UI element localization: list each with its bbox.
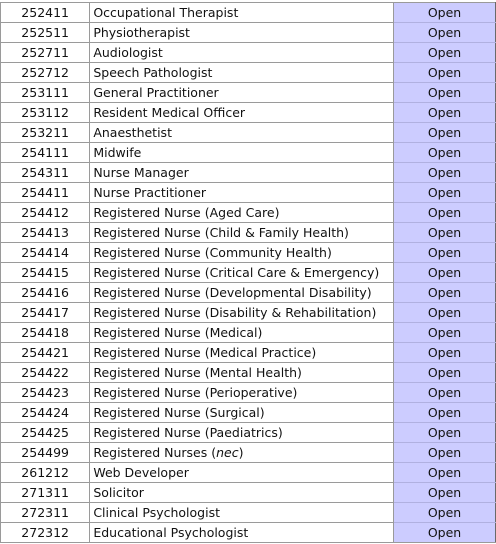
occupation-name-cell[interactable]: Speech Pathologist (90, 63, 394, 83)
table-row (1, 363, 496, 383)
table-row (1, 23, 496, 43)
status-cell[interactable]: Open (394, 463, 496, 483)
status-cell[interactable]: Open (394, 403, 496, 423)
status-cell[interactable]: Open (394, 483, 496, 503)
table-row (1, 303, 496, 323)
occupation-name-cell[interactable]: Registered Nurse (Developmental Disability) (90, 283, 394, 303)
occupation-name-cell[interactable]: Occupational Therapist (90, 3, 394, 23)
occupation-code-cell[interactable]: 271311 (1, 483, 90, 503)
occupation-code-cell[interactable]: 253111 (1, 83, 90, 103)
table-row (1, 483, 496, 503)
status-cell[interactable]: Open (394, 423, 496, 443)
status-cell[interactable]: Open (394, 143, 496, 163)
occupation-code-cell[interactable]: 272311 (1, 503, 90, 523)
occupation-name-cell[interactable]: Registered Nurse (Mental Health) (90, 363, 394, 383)
occupation-name-cell[interactable]: Educational Psychologist (90, 523, 394, 543)
occupation-code-cell[interactable]: 254416 (1, 283, 90, 303)
status-cell[interactable]: Open (394, 323, 496, 343)
table-row (1, 143, 496, 163)
status-cell[interactable]: Open (394, 383, 496, 403)
occupation-code-cell[interactable]: 254414 (1, 243, 90, 263)
status-cell[interactable]: Open (394, 203, 496, 223)
occupation-name-cell[interactable]: Registered Nurse (Aged Care) (90, 203, 394, 223)
occupation-name-cell[interactable]: Registered Nurse (Disability & Rehabilitation) (90, 303, 394, 323)
occupation-code-cell[interactable]: 254499 (1, 443, 90, 463)
status-cell[interactable]: Open (394, 63, 496, 83)
status-cell[interactable]: Open (394, 303, 496, 323)
occupation-name-cell[interactable]: Nurse Manager (90, 163, 394, 183)
table-row (1, 43, 496, 63)
table-row (1, 323, 496, 343)
occupation-suffix-text: ) (238, 445, 244, 460)
occupation-name-cell[interactable]: Midwife (90, 143, 394, 163)
occupation-code-cell[interactable]: 254423 (1, 383, 90, 403)
status-cell[interactable]: Open (394, 103, 496, 123)
occupation-name-cell[interactable]: General Practitioner (90, 83, 394, 103)
table-row (1, 63, 496, 83)
occupation-code-cell[interactable]: 254424 (1, 403, 90, 423)
occupation-code-cell[interactable]: 254421 (1, 343, 90, 363)
status-cell[interactable]: Open (394, 223, 496, 243)
occupation-name-cell[interactable]: Registered Nurse (Child & Family Health) (90, 223, 394, 243)
status-cell[interactable]: Open (394, 443, 496, 463)
occupation-code-cell[interactable]: 254422 (1, 363, 90, 383)
table-row (1, 423, 496, 443)
occupation-code-cell[interactable]: 252712 (1, 63, 90, 83)
table-row (1, 243, 496, 263)
occupation-code-cell[interactable]: 252711 (1, 43, 90, 63)
table-row (1, 463, 496, 483)
table-row (1, 163, 496, 183)
table-row (1, 523, 496, 543)
occupation-code-cell[interactable]: 254311 (1, 163, 90, 183)
occupation-name-cell[interactable]: Registered Nurse (Paediatrics) (90, 423, 394, 443)
occupation-name-cell[interactable]: Anaesthetist (90, 123, 394, 143)
occupation-code-cell[interactable]: 253112 (1, 103, 90, 123)
table-row (1, 403, 496, 423)
status-cell[interactable]: Open (394, 343, 496, 363)
status-cell[interactable]: Open (394, 503, 496, 523)
table-row (1, 263, 496, 283)
status-cell[interactable]: Open (394, 3, 496, 23)
occupation-name-cell[interactable]: Physiotherapist (90, 23, 394, 43)
table-row (1, 183, 496, 203)
occupation-name-cell[interactable]: Audiologist (90, 43, 394, 63)
occupation-code-cell[interactable]: 272312 (1, 523, 90, 543)
occupation-code-cell[interactable]: 254413 (1, 223, 90, 243)
status-cell[interactable]: Open (394, 163, 496, 183)
table-row (1, 203, 496, 223)
table-row (1, 383, 496, 403)
occupation-name-cell[interactable]: Nurse Practitioner (90, 183, 394, 203)
occupation-code-cell[interactable]: 254411 (1, 183, 90, 203)
occupation-name-cell[interactable]: Registered Nurse (Critical Care & Emergency) (90, 263, 394, 283)
occupation-name-cell[interactable]: Resident Medical Officer (90, 103, 394, 123)
occupation-code-cell[interactable]: 254425 (1, 423, 90, 443)
table-row (1, 443, 496, 463)
table-row (1, 123, 496, 143)
occupation-code-cell[interactable]: 253211 (1, 123, 90, 143)
table-row (1, 343, 496, 363)
status-cell[interactable]: Open (394, 23, 496, 43)
status-cell[interactable]: Open (394, 123, 496, 143)
occupation-table-body (1, 3, 496, 543)
occupation-code-cell[interactable]: 254417 (1, 303, 90, 323)
occupation-code-cell[interactable]: 254111 (1, 143, 90, 163)
occupation-code-cell[interactable]: 254418 (1, 323, 90, 343)
occupation-name-cell[interactable]: Clinical Psychologist (90, 503, 394, 523)
occupation-name-cell[interactable]: Registered Nurse (Perioperative) (90, 383, 394, 403)
status-cell[interactable]: Open (394, 283, 496, 303)
table-row (1, 223, 496, 243)
status-cell[interactable]: Open (394, 43, 496, 63)
occupation-code-cell[interactable]: 252511 (1, 23, 90, 43)
table-row (1, 3, 496, 23)
table-row (1, 103, 496, 123)
occupation-qualifier-text: nec (216, 445, 239, 460)
table-row (1, 283, 496, 303)
occupation-code-cell[interactable]: 261212 (1, 463, 90, 483)
table-row (1, 503, 496, 523)
occupation-name-cell[interactable]: Registered Nurse (Medical) (90, 323, 394, 343)
occupation-code-cell[interactable]: 254415 (1, 263, 90, 283)
occupation-name-cell[interactable]: Web Developer (90, 463, 394, 483)
occupation-code-cell[interactable]: 254412 (1, 203, 90, 223)
occupation-name-cell[interactable]: Solicitor (90, 483, 394, 503)
status-cell[interactable]: Open (394, 263, 496, 283)
status-cell[interactable]: Open (394, 183, 496, 203)
occupation-name-cell[interactable]: Registered Nurse (Medical Practice) (90, 343, 394, 363)
occupation-name-cell[interactable]: Registered Nurse (Community Health) (90, 243, 394, 263)
status-cell[interactable]: Open (394, 363, 496, 383)
status-cell[interactable]: Open (394, 523, 496, 543)
occupation-name-cell[interactable]: Registered Nurse (Surgical) (90, 403, 394, 423)
occupation-name-cell[interactable] (90, 443, 394, 463)
occupation-name-text: Registered Nurses ( (93, 445, 217, 460)
status-cell[interactable]: Open (394, 83, 496, 103)
table-row (1, 83, 496, 103)
occupation-table (0, 2, 496, 543)
occupation-code-cell[interactable]: 252411 (1, 3, 90, 23)
status-cell[interactable]: Open (394, 243, 496, 263)
